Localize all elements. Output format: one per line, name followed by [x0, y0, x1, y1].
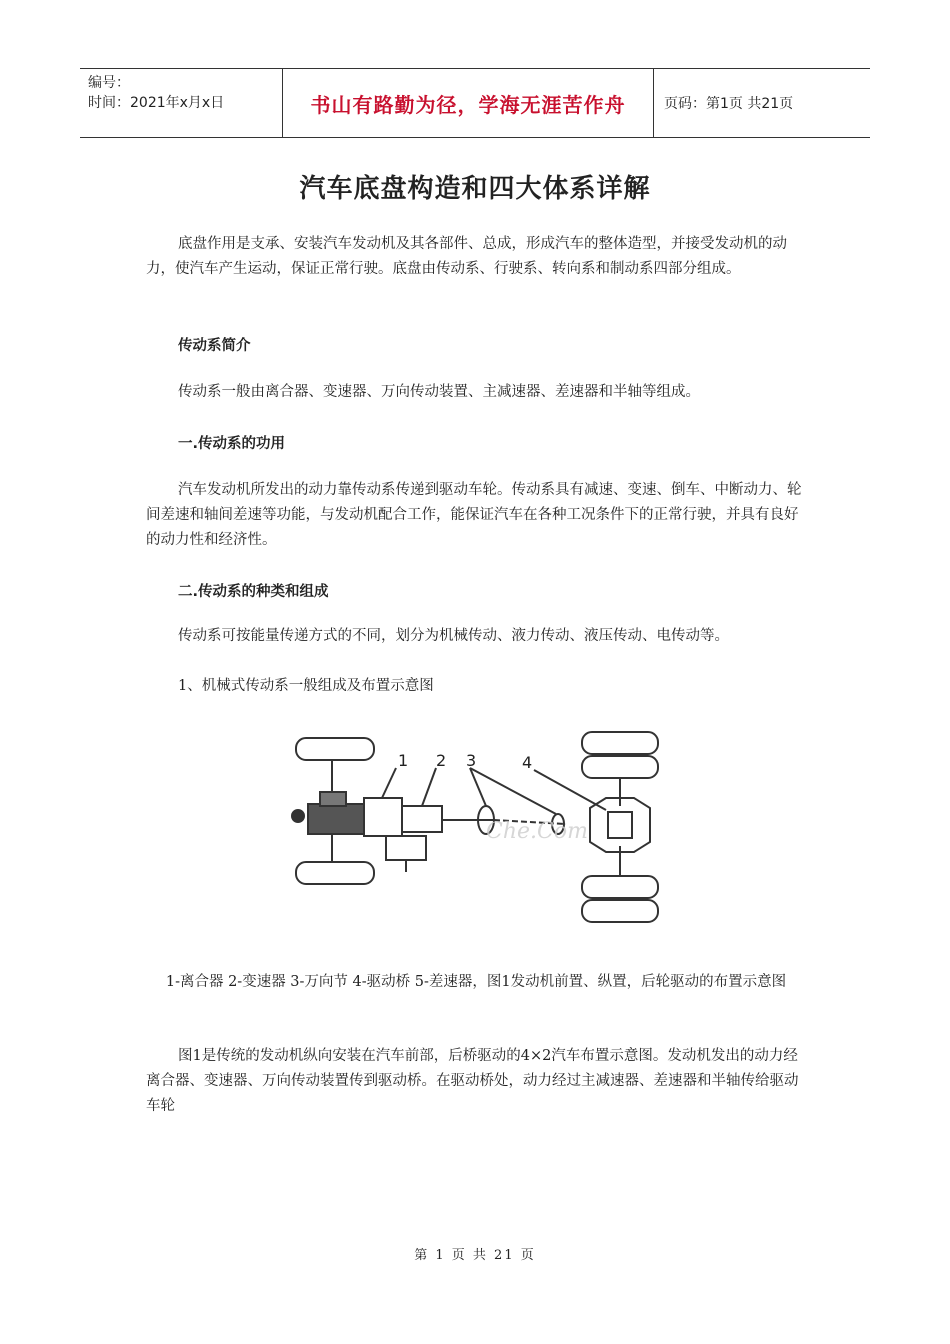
header-left	[80, 69, 282, 137]
heading-two: 二.传动系的种类和组成	[178, 584, 329, 600]
drivetrain-diagram	[286, 726, 666, 926]
drivetrain-parts-paragraph: 传动系一般由离合器、变速器、万向传动装置、主减速器、差速器和半轴等组成。	[178, 384, 700, 400]
section-heading: 传动系简介	[178, 338, 251, 354]
header-page-info: 页码：第1页 共21页	[664, 96, 794, 112]
types-paragraph: 传动系可按能量传递方式的不同，划分为机械传动、液力传动、液压传动、电传动等。	[178, 628, 729, 644]
item-one-paragraph: 1、机械式传动系一般组成及布置示意图	[178, 678, 434, 694]
page-footer: 第 1 页 共 21 页	[414, 1248, 536, 1263]
differential	[608, 812, 632, 838]
engine-block	[308, 804, 364, 834]
document-title: 汽车底盘构造和四大体系详解	[299, 174, 651, 204]
intro-paragraph: 底盘作用是支承、安装汽车发动机及其各部件、总成，形成汽车的整体造型，并接受发动机的动力，使汽车产生运动，保证正常行驶。底盘由传动系、行驶系、转向系和制动系四部分组成。	[146, 236, 787, 277]
engine-top	[320, 792, 346, 806]
gearbox-lower	[386, 836, 426, 860]
rear-left-wheel-inner	[582, 756, 658, 778]
front-right-wheel	[296, 862, 374, 884]
rear-right-wheel-inner	[582, 876, 658, 898]
figure-label-2: 2	[436, 751, 447, 770]
figure-description-paragraph: 图1是传统的发动机纵向安装在汽车前部，后桥驱动的4×2汽车布置示意图。发动机发出的动力经离合器、变速器、万向传动装置传到驱动桥。在驱动桥处，动力经过主减速器、差速器和半轴传给驱动车轮	[146, 1048, 799, 1114]
clutch-housing	[364, 798, 402, 836]
fan	[292, 810, 304, 822]
figure-label-3: 3	[466, 751, 477, 770]
figure-label-1: 1	[398, 751, 409, 770]
front-left-wheel	[296, 738, 374, 760]
header-table	[80, 68, 870, 138]
time-label: 时间：2021年x月x日	[88, 95, 225, 111]
heading-one: 一.传动系的功用	[178, 436, 286, 452]
rear-left-wheel-outer	[582, 732, 658, 754]
figure-label-4: 4	[522, 753, 533, 772]
function-paragraph: 汽车发动机所发出的动力靠传动系传递到驱动车轮。传动系具有减速、变速、倒车、中断动力、轮间差速和轴间差速等功能，与发动机配合工作，能保证汽车在各种工况条件下的正常行驶，并具有良好的动力性和经济性。	[146, 482, 802, 548]
number-label: 编号：	[88, 75, 130, 91]
gearbox	[402, 806, 442, 832]
figure-caption: 1-离合器 2-变速器 3-万向节 4-驱动桥 5-差速器，图1发动机前置、纵置，后轮驱动的布置示意图	[165, 974, 787, 990]
rear-right-wheel-outer	[582, 900, 658, 922]
figure-watermark: Che.Com	[486, 819, 588, 844]
header-motto: 书山有路勤为径，学海无涯苦作舟	[282, 69, 654, 137]
